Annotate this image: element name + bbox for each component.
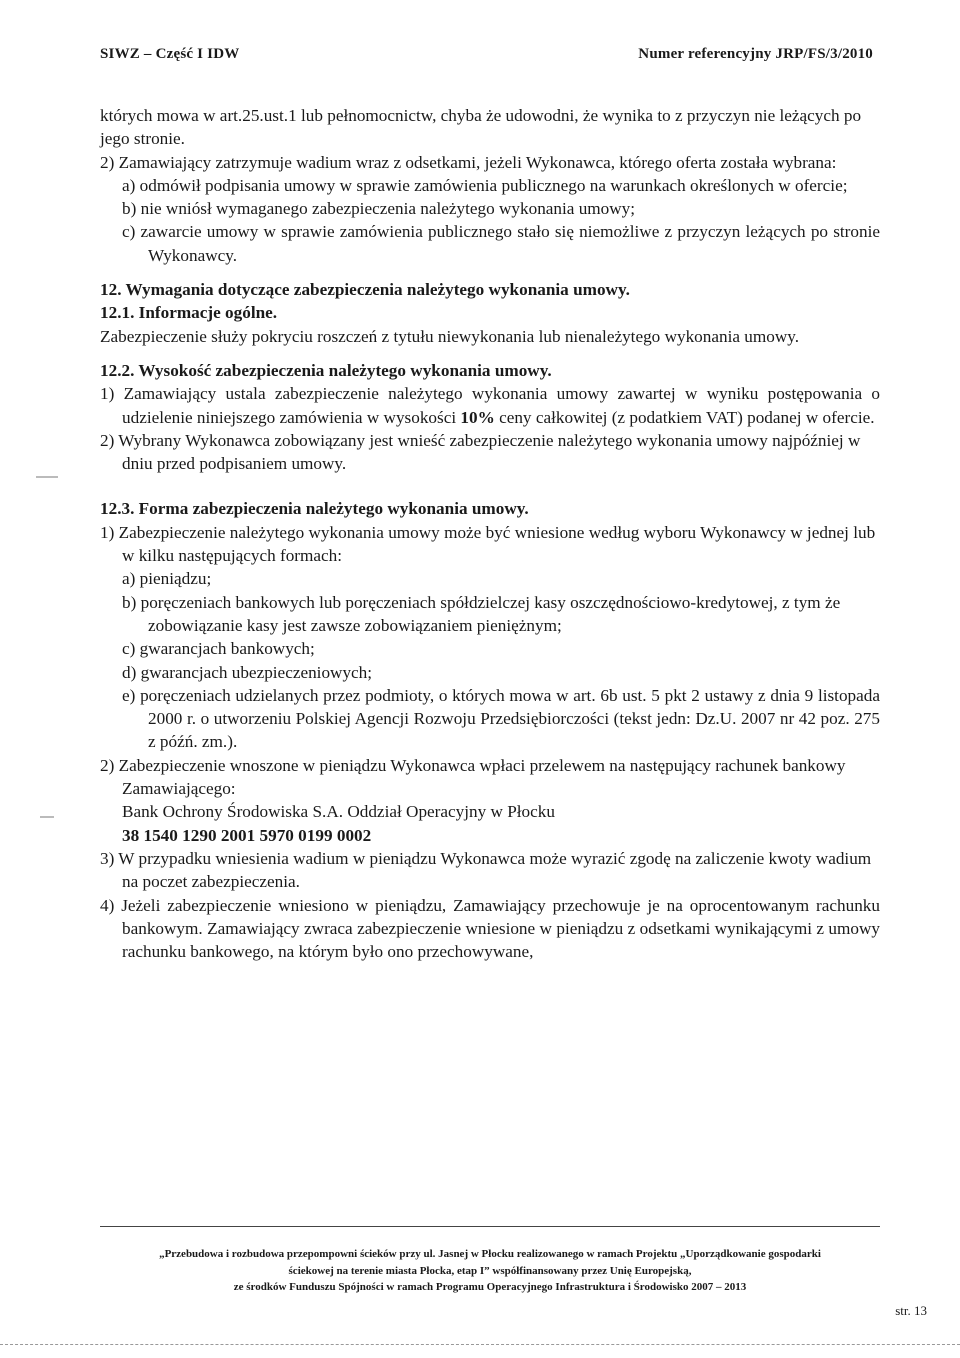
section-12-1-text: Zabezpieczenie służy pokryciu roszczeń z tytułu niewykonania lub nienależytego wykonania umowy. [100, 326, 800, 346]
bank-account-number: 38 1540 1290 2001 5970 0199 0002 [122, 825, 372, 845]
section-12-3-item-4: 4) Jeżeli zabezpieczenie wniesiono w pieniądzu, Zamawiający przechowuje je na oprocentowanym rachunku bankowym. Zamawiający zwraca zabezpieczenie wniesione w pieniądzu z odsetkami wynikającymi z umowy rachunku bankowego, na którym było ono przechowywane, [100, 895, 880, 962]
footer-line-2: ściekowej na terenie miasta Płocka, etap I” współfinansowany przez Unię Europejską, [288, 1264, 692, 1277]
footer-divider [100, 1226, 880, 1227]
scan-mark [36, 476, 58, 478]
section-12-3-item-1: 1) Zabezpieczenie należytego wykonania umowy może być wniesione według wyboru Wykonawcy w jednej lub w kilku następujących formach: [100, 522, 876, 566]
section-12-2-item-1 [100, 382, 880, 429]
footer [100, 1246, 880, 1296]
section-12-3-item-1a: a) pieniądzu; [122, 569, 212, 589]
section-12-3-item-1c: c) gwarancjach bankowych; [122, 639, 315, 659]
bank-name: Bank Ochrony Środowiska S.A. Oddział Operacyjny w Płocku [122, 802, 555, 822]
footer-line-3: ze środków Funduszu Spójności w ramach Programu Operacyjnego Infrastruktura i Środowisko 2007 – 2013 [233, 1281, 747, 1293]
list-item-2b: b) nie wniósł wymaganego zabezpieczenia należytego wykonania umowy; [122, 199, 636, 219]
list-item-2a: a) odmówił podpisania umowy w sprawie zamówienia publicznego na warunkach określonych w ofercie; [122, 175, 848, 195]
section-12-3-item-1b: b) poręczeniach bankowych lub poręczeniach spółdzielczej kasy oszczędnościowo-kredytowej, z tym że zobowiązanie kasy jest zawsze zobowiązaniem pieniężnym; [122, 592, 841, 635]
text-part: ceny całkowitej (z podatkiem VAT) podanej w ofercie. [494, 407, 875, 427]
section-12-2-item-2: 2) Wybrany Wykonawca zobowiązany jest wnieść zabezpieczenie należytego wykonania umowy najpóźniej w dniu przed podpisaniem umowy. [100, 430, 861, 474]
page-number: str. 13 [895, 1303, 927, 1318]
section-12-heading: 12. Wymagania dotyczące zabezpieczenia należytego wykonania umowy. [100, 280, 630, 300]
section-12-3-item-1d: d) gwarancjach ubezpieczeniowych; [122, 662, 373, 682]
list-item-2: 2) Zamawiający zatrzymuje wadium wraz z odsetkami, jeżeli Wykonawca, którego oferta została wybrana: [100, 152, 837, 172]
section-12-1-heading: 12.1. Informacje ogólne. [100, 303, 278, 323]
continuation-paragraph: których mowa w art.25.ust.1 lub pełnomocnictw, chyba że udowodni, że wynika to z przyczyn nie leżących po jego stronie. [100, 106, 862, 149]
section-12-2-heading: 12.2. Wysokość zabezpieczenia należytego wykonania umowy. [100, 360, 552, 380]
header-right: Numer referencyjny JRP/FS/3/2010 [638, 46, 873, 62]
scan-mark [40, 816, 54, 818]
section-12-3-item-2: 2) Zabezpieczenie wnoszone w pieniądzu Wykonawca wpłaci przelewem na następujący rachunek bankowy Zamawiającego: [100, 755, 846, 799]
section-12-3-item-3: 3) W przypadku wniesienia wadium w pieniądzu Wykonawca może wyrazić zgodę na zaliczenie kwoty wadium na poczet zabezpieczenia. [100, 848, 872, 892]
section-12-3-heading: 12.3. Forma zabezpieczenia należytego wykonania umowy. [100, 499, 529, 519]
scan-edge [0, 1344, 960, 1345]
list-item-2c: c) zawarcie umowy w sprawie zamówienia publicznego stało się niemożliwe z przyczyn leżących po stronie Wykonawcy. [122, 222, 880, 265]
percent-value: 10% [460, 407, 495, 427]
header-left: SIWZ – Część I IDW [100, 46, 240, 62]
document-body [100, 104, 880, 963]
text-part: 1) Zamawiający ustala zabezpieczenie należytego wykonania umowy zawartej w wyniku postępowania o udzielenie niniejszego zamówienia w wysokości [100, 384, 880, 427]
section-12-3-item-1e: e) poręczeniach udzielanych przez podmioty, o których mowa w art. 6b ust. 5 pkt 2 ustawy z dnia 9 listopada 2000 r. o utworzeniu Polskiej Agencji Rozwoju Przedsiębiorczości (tekst jedn: Dz.U. 2007 nr 42 poz. 275 z późń. zm.). [122, 685, 880, 752]
footer-line-1: „Przebudowa i rozbudowa przepompowni ścieków przy ul. Jasnej w Płocku realizowanego w ramach Projektu „Uporządkowanie gospodarki [159, 1248, 821, 1260]
